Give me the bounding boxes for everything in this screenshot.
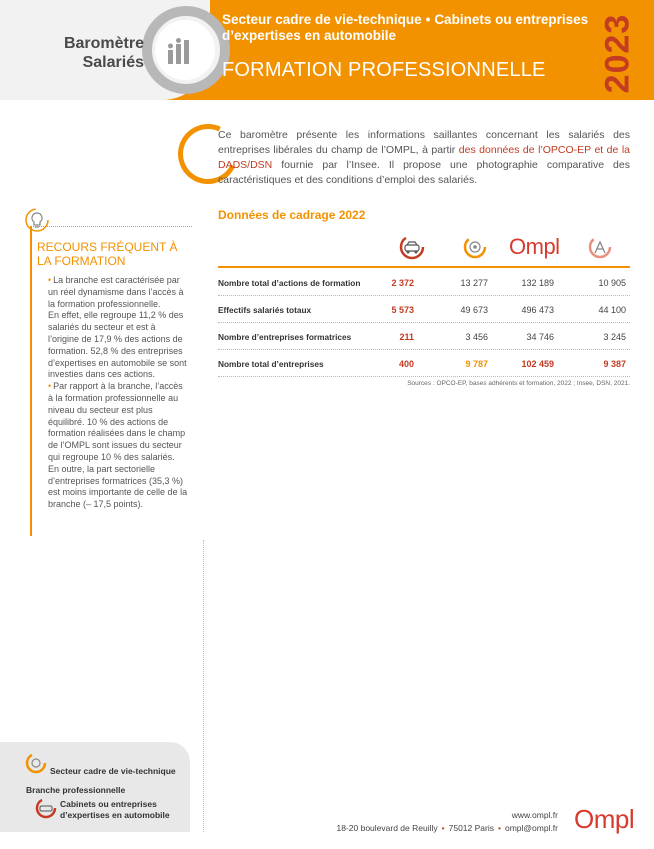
bullet: • <box>48 381 52 392</box>
intro-text-before: Ce baromètre présente les informations saillantes concernant les salariés des entreprises libérales du champ de l’OMPL, à partir <box>218 129 630 156</box>
paragraph-text: En outre, la part sectorielle d’entreprises formatrices (35,3 %) est moins importante de celle de la branche (– 17,5 points). <box>48 463 188 510</box>
cell-branch: 5 573 <box>391 305 414 315</box>
table-title: Données de cadrage 2022 <box>218 208 366 222</box>
cell-ompl: 102 459 <box>521 359 554 369</box>
brand-title <box>40 34 144 72</box>
intro-text-after: fournie par l’Insee. Il propose une photographie comparative des caractéristiques et des conditions d’emploi des salariés. <box>218 159 630 186</box>
technical-sector-icon <box>25 752 47 774</box>
row-label: Nombre total d’entreprises <box>218 359 324 369</box>
technical-sector-icon <box>460 234 490 260</box>
paragraph-text: En effet, elle regroupe 11,2 % des salariés du secteur et est à l’origine de 17,9 % des actions de formation. 52,8 % des entreprises d’expertises en automobile se sont investies dans ces actions. <box>48 310 187 380</box>
cell-liberal: 10 905 <box>598 278 626 288</box>
cell-sector: 13 277 <box>460 278 488 288</box>
intro-highlight: des données de l’OPCO-EP et de la DADS/DSN <box>218 144 630 171</box>
address-street: 18-20 boulevard de Reuilly <box>336 823 438 833</box>
subtitle-separator: • <box>425 12 431 27</box>
cell-branch: 2 372 <box>391 278 414 288</box>
legend-sector-label: Secteur cadre de vie-technique <box>50 766 176 776</box>
legend-branch-label: Branche professionnelle <box>26 785 126 795</box>
car-expertise-icon <box>35 797 57 819</box>
cell-branch: 211 <box>399 332 414 342</box>
cell-sector: 3 456 <box>465 332 488 342</box>
table-row <box>218 297 630 323</box>
car-expertise-icon <box>397 234 427 260</box>
address-city: 75012 Paris <box>448 823 494 833</box>
sidebar-text <box>48 275 188 511</box>
legend-branch-name: Cabinets ou entreprises d’expertises en automobile <box>60 799 170 820</box>
table-row <box>218 351 630 377</box>
bullet: • <box>48 275 52 285</box>
sidebar-paragraph <box>48 464 188 511</box>
table-header-divider <box>218 266 630 268</box>
table-row <box>218 324 630 350</box>
year-badge <box>585 10 651 96</box>
cell-ompl: 496 473 <box>521 305 554 315</box>
footer-website[interactable]: www.ompl.fr <box>511 810 558 820</box>
sidebar-paragraph <box>48 310 188 381</box>
row-label: Nombre d’entreprises formatrices <box>218 332 352 342</box>
subtitle-part1: Secteur cadre de vie-technique <box>222 12 422 27</box>
brand-line1: Baromètre <box>63 35 144 52</box>
cell-branch: 400 <box>398 359 414 369</box>
people-chart-icon <box>165 36 195 66</box>
sidebar-paragraph <box>48 381 188 464</box>
header-subtitle <box>222 12 602 44</box>
paragraph-text: Par rapport à la branche, l’accès à la formation professionnelle au niveau du secteur est plus équilibré. 10 % des actions de formation réalisées dans le champ de l’OMPL sont issues du secteur qui regroupe 10 % des salariés. <box>48 381 186 462</box>
year-text: 2023 <box>598 13 637 93</box>
liberal-professions-icon <box>585 234 615 260</box>
row-label: Nombre total d’actions de formation <box>218 278 361 288</box>
cell-ompl: 132 189 <box>521 278 554 288</box>
sidebar-paragraph <box>48 275 188 310</box>
footer-email[interactable]: ompl@ompl.fr <box>504 823 558 833</box>
cell-sector: 9 787 <box>465 359 488 369</box>
sidebar-heading: RECOURS FRÉQUENT À LA FORMATION <box>37 240 178 268</box>
table-sources: Sources : OPCO-EP, bases adhérents et formation, 2022 ; Insee, DSN, 2021. <box>407 380 630 387</box>
column-divider <box>203 540 204 832</box>
cell-sector: 49 673 <box>460 305 488 315</box>
brand-line2: Salariés <box>82 54 144 71</box>
footer-address <box>250 823 558 833</box>
paragraph-text: La branche est caractérisée par un réel dynamisme dans l’accès à la formation professionnelle. <box>48 275 184 309</box>
cell-liberal: 3 245 <box>603 332 626 342</box>
subtitle-part2: Cabinets ou entreprises d’expertises en automobile <box>222 12 589 43</box>
page-title: FORMATION PROFESSIONNELLE <box>222 59 546 81</box>
ompl-logo: Ompl <box>509 234 560 259</box>
separator: • <box>441 823 445 833</box>
cell-liberal: 9 387 <box>603 359 626 369</box>
cell-liberal: 44 100 <box>598 305 626 315</box>
cell-ompl: 34 746 <box>526 332 554 342</box>
intro-paragraph <box>218 128 630 188</box>
row-label: Effectifs salariés totaux <box>218 305 312 315</box>
separator: • <box>497 823 501 833</box>
ompl-footer-logo: Ompl <box>574 804 635 834</box>
table-row <box>218 270 630 296</box>
